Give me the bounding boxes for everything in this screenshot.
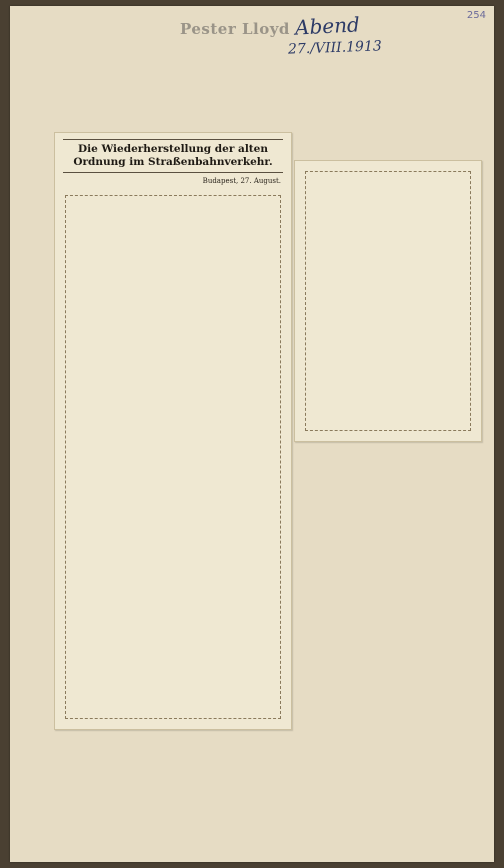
handwritten-edition: Abend: [294, 12, 361, 40]
newspaper-masthead: Pester Lloyd: [180, 20, 290, 38]
article-dateline: Budapest, 27. August.: [202, 177, 281, 185]
handwritten-date: 27./VIII.1913: [287, 38, 383, 58]
article-body-right: [305, 171, 471, 431]
article-clipping-right: [294, 160, 482, 442]
article-headline: Die Wiederherstellung der alten Ordnung im Straßenbahnverkehr.: [63, 139, 283, 173]
clipping-sheet: [10, 6, 494, 862]
article-body-left: [65, 195, 281, 719]
archive-number: 254: [466, 10, 486, 21]
article-clipping-left: [54, 132, 292, 730]
